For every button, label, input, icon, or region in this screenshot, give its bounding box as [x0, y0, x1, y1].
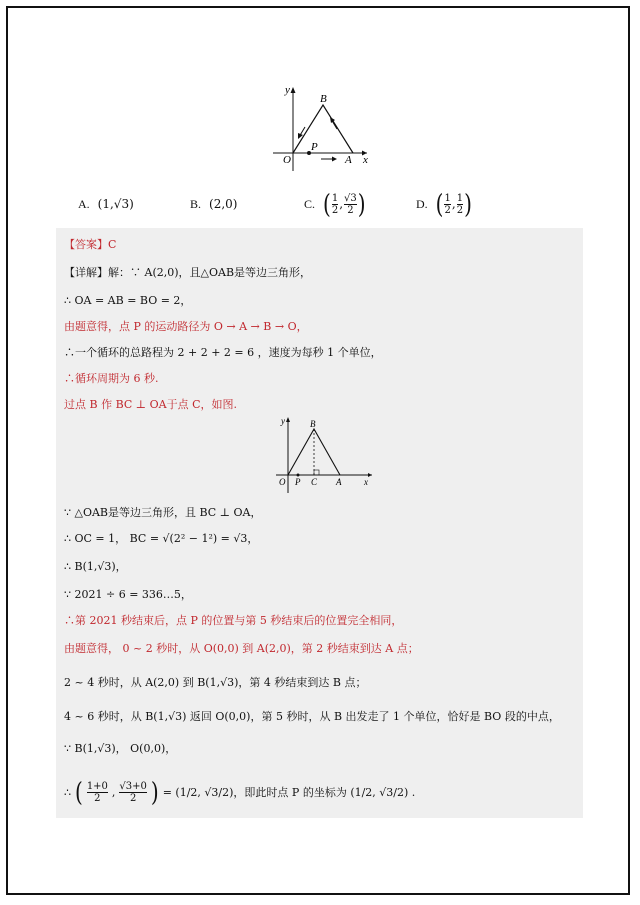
fig2-y-label: y: [281, 416, 285, 426]
solution-panel: [56, 228, 583, 818]
fig1-y-label: y: [285, 84, 290, 96]
triangle-with-altitude-diagram: [274, 415, 374, 497]
fig1-x-label: x: [363, 154, 368, 166]
fig1-o-label: O: [283, 154, 291, 166]
option-c-value: ( $\frac{1}{2}$ , $\frac{√3}{2}$ ): [323, 188, 366, 220]
solution-line-1: 【详解】解：∵ A(2,0)，且△OAB是等边三角形，: [64, 266, 312, 279]
option-b[interactable]: B. (2,0): [190, 196, 238, 211]
fig2-o-label: O: [279, 477, 286, 487]
fig1-a-label: A: [345, 154, 352, 166]
solution-line-8: ∴ OC = 1， BC = √(2² − 1²) = √3，: [64, 532, 259, 545]
option-a[interactable]: A. (1,√3): [78, 196, 134, 211]
solution-line-7: ∵ △OAB是等边三角形，且 BC ⊥ OA，: [64, 506, 262, 519]
solution-line-13: 2 ~ 4 秒时，从 A(2,0) 到 B(1,√3)，第 4 秒结束到达 B 点；: [64, 676, 367, 689]
solution-line-3: 由题意得，点 P 的运动路径为 O → A → B → O，: [64, 320, 308, 333]
fig2-x-label: x: [364, 477, 368, 487]
fig1-p-label: P: [311, 141, 318, 153]
solution-line-5: ∴循环周期为 6 秒.: [64, 372, 159, 385]
solution-line-11: ∴第 2021 秒结束后，点 P 的位置与第 5 秒结束后的位置完全相同，: [64, 614, 403, 627]
solution-line-16: ∴ ( $\frac{1+0}{2}$ , $\frac{√3+0}{2}$ ) = (1/2, √3/2)，即此时点 P 的坐标为 (1/2, √3/2) .: [64, 776, 416, 808]
solution-line-16-tail: = (1/2, √3/2)，即此时点 P 的坐标为 (1/2, √3/2) .: [162, 786, 416, 799]
option-b-value: (2,0): [209, 197, 238, 211]
fig2-c-label: C: [311, 477, 318, 487]
fig2-a-label: A: [336, 477, 342, 487]
solution-line-15: ∵ B(1,√3)， O(0,0)，: [64, 742, 177, 755]
solution-line-9: ∴ B(1,√3)，: [64, 560, 127, 573]
solution-line-2: ∴ OA = AB = BO = 2，: [64, 294, 192, 307]
fig1-b-label: B: [320, 93, 327, 105]
answer-line: 【答案】C: [64, 238, 117, 251]
option-d[interactable]: D. ( $\frac{1}{2}$ , $\frac{1}{2}$ ): [416, 188, 472, 220]
fig2-b-label: B: [310, 419, 316, 429]
answer-options: [78, 188, 578, 220]
solution-line-4: ∴一个循环的总路程为 2 + 2 + 2 = 6 ，速度为每秒 1 个单位，: [64, 346, 382, 359]
option-d-value: ( $\frac{1}{2}$ , $\frac{1}{2}$ ): [435, 188, 472, 220]
option-c[interactable]: C. ( $\frac{1}{2}$ , $\frac{√3}{2}$ ): [304, 188, 366, 220]
triangle-diagram: [265, 83, 375, 175]
solution-line-10: ∵ 2021 ÷ 6 = 336…5，: [64, 588, 192, 601]
fig2-p-label: P: [295, 477, 301, 487]
solution-line-12: 由题意得， 0 ~ 2 秒时，从 O(0,0) 到 A(2,0)，第 2 秒结束到达 A 点；: [64, 642, 419, 655]
option-a-value: (1,√3): [97, 197, 134, 211]
solution-line-6: 过点 B 作 BC ⊥ OA于点 C，如图.: [64, 398, 237, 411]
solution-line-14: 4 ~ 6 秒时，从 B(1,√3) 返回 O(0,0)，第 5 秒时，从 B 出发走了 1 个单位，恰好是 BO 段的中点，: [64, 710, 560, 723]
